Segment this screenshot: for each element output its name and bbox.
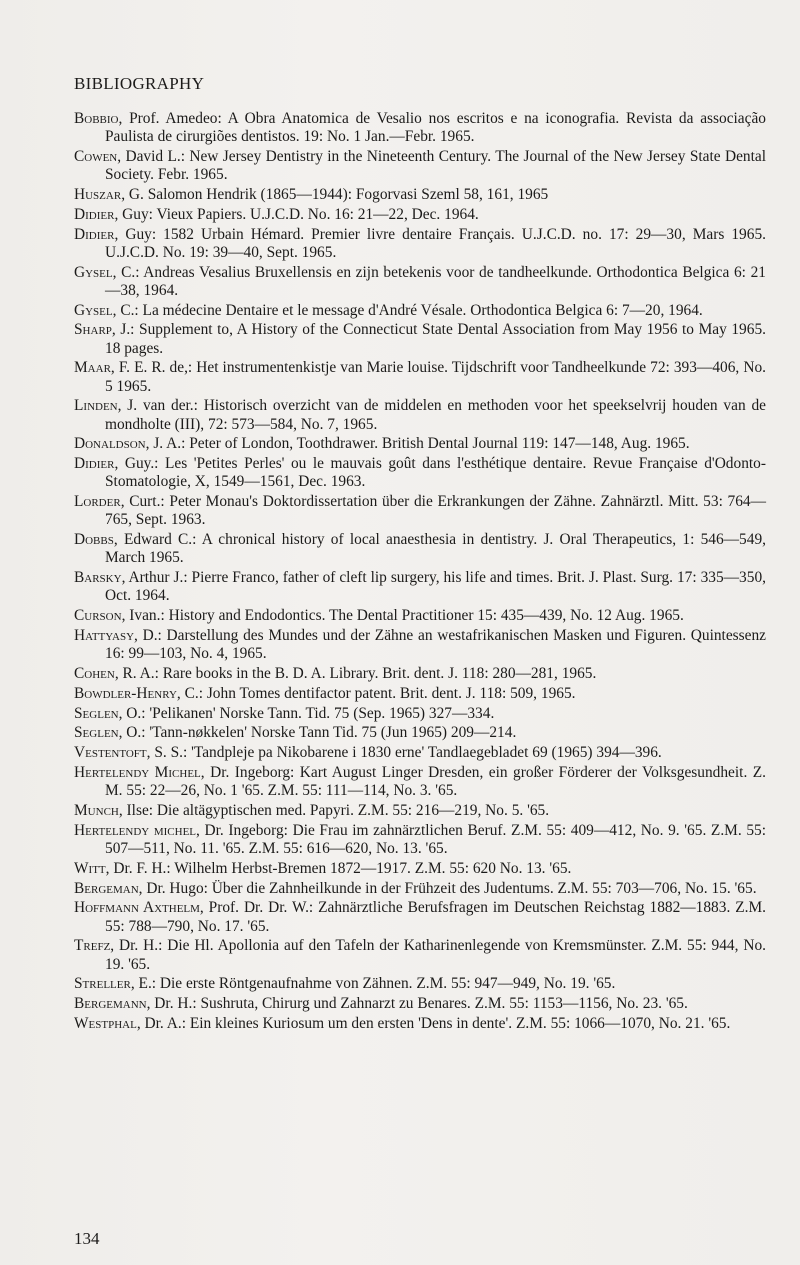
entry-text: , G. Salomon Hendrik (1865—1944): Fogorvasi Szeml 58, 161, 1965	[121, 186, 549, 203]
entry-author: Cohen	[74, 664, 115, 682]
entry-text: , Dr. Ingeborg: Kart August Linger Dresden, ein großer Förderer der Volksgesundheit. Z. M. 55: 22—26, No. 1 '65. Z.M. 55: 111—114, No. 3. '65.	[105, 763, 767, 800]
bibliography-entry	[74, 860, 766, 878]
entry-text: , Arthur J.: Pierre Franco, father of cleft lip surgery, his life and times. Brit. J. Plast. Surg. 17: 335—350, Oct. 1964.	[105, 569, 766, 605]
entry-author: Maar	[74, 359, 111, 377]
bibliography-entry	[74, 705, 766, 723]
entry-author: Hertelendy Michel	[74, 763, 201, 781]
entry-author: Lorder	[74, 493, 121, 511]
entry-author: Didier	[74, 455, 115, 473]
entry-author: Westphal	[74, 1014, 137, 1032]
bibliography-entry	[74, 359, 766, 395]
bibliography-entry	[74, 880, 766, 898]
entry-text: , O.: 'Pelikanen' Norske Tann. Tid. 75 (Sep. 1965) 327—334.	[118, 704, 495, 722]
entry-text: , Curt.: Peter Monau's Doktordissertation über die Erkrankungen der Zähne. Zahnärztl. Mitt. 53: 764—765, Sept. 1963.	[105, 493, 766, 529]
bibliography-entry	[74, 764, 766, 800]
bibliography-entry	[74, 455, 766, 491]
entry-author: Didier	[74, 225, 115, 243]
bibliography-entry	[74, 937, 766, 973]
entry-author: Hattyasy	[74, 626, 135, 644]
entry-text: , F. E. R. de,: Het instrumentenkistje van Marie louise. Tijdschrift voor Tandheelkunde 72: 393—406, No. 5 1965.	[105, 359, 766, 395]
entry-text: , S. S.: 'Tandpleje pa Nikobarene i 1830 erne' Tandlaegebladet 69 (1965) 394—396.	[146, 744, 662, 762]
entry-author: Gysel	[74, 301, 113, 319]
entry-author: Bobbio	[74, 110, 119, 127]
bibliography-entry	[74, 995, 766, 1013]
entry-text: , Dr. F. H.: Wilhelm Herbst-Bremen 1872—1917. Z.M. 55: 620 No. 13. '65.	[105, 859, 572, 877]
entry-author: Bergemann	[74, 995, 147, 1013]
entry-author: Vestentoft	[74, 744, 147, 762]
entry-text: , R. A.: Rare books in the B. D. A. Library. Brit. dent. J. 118: 280—281, 1965.	[114, 664, 597, 682]
entry-text: , David L.: New Jersey Dentistry in the Nineteenth Century. The Journal of the New Jersey State Dental Society. Febr. 1965.	[105, 148, 766, 184]
entry-text: , Ivan.: History and Endodontics. The Dental Practitioner 15: 435—439, No. 12 Aug. 1965.	[121, 607, 684, 625]
bibliography-entry	[74, 607, 766, 625]
entry-author: Bergeman	[74, 879, 139, 897]
bibliography-entry	[74, 110, 766, 146]
entry-text: , Dr. Hugo: Über die Zahnheilkunde in der Frühzeit des Judentums. Z.M. 55: 703—706, No. 15. '65.	[138, 879, 757, 897]
bibliography-entry	[74, 665, 766, 683]
bibliography-entry	[74, 627, 766, 663]
entry-author: Gysel	[74, 263, 113, 281]
bibliography-entry	[74, 186, 766, 204]
bibliography-entry	[74, 302, 766, 320]
entry-text: , Ilse: Die altägyptischen med. Papyri. Z.M. 55: 216—219, No. 5. '65.	[118, 801, 550, 819]
entry-author: Streller	[74, 975, 131, 993]
entry-author: Munch	[74, 801, 119, 819]
bibliography-entry	[74, 493, 766, 529]
bibliography-entry	[74, 531, 766, 567]
entry-text: , Guy: Vieux Papiers. U.J.C.D. No. 16: 21—22, Dec. 1964.	[114, 205, 479, 223]
bibliography-entry	[74, 397, 766, 433]
entry-author: Seglen	[74, 704, 119, 722]
entry-author: Seglen	[74, 724, 119, 742]
entry-author: Witt	[74, 859, 106, 877]
bibliography-entry	[74, 1015, 766, 1033]
entry-text: , E.: Die erste Röntgenaufnahme von Zähnen. Z.M. 55: 947—949, No. 19. '65.	[130, 975, 616, 993]
bibliography-entry	[74, 685, 766, 703]
entry-author: Didier	[74, 205, 115, 223]
bibliography-entry	[74, 744, 766, 762]
bibliography-entry	[74, 264, 766, 300]
entry-author: Cowen	[74, 148, 118, 165]
entry-text: , Prof. Amedeo: A Obra Anatomica de Vesalio nos escritos e na iconografia. Revista da associação Paulista de cirurgiões dentistos. 19: No. 1 Jan.—Febr. 1965.	[105, 110, 766, 146]
bibliography-entry	[74, 435, 766, 453]
entry-author: Huszar	[74, 186, 122, 203]
entry-text: , Prof. Dr. Dr. W.: Zahnärztliche Berufsfragen im Deutschen Reichstag 1882—1883. Z.M. 55: 788—790, No. 17. '65.	[105, 899, 766, 935]
entry-author: Hoffmann Axthelm	[74, 899, 200, 917]
entry-author: Linden	[74, 397, 118, 415]
entry-text: , D.: Darstellung des Mundes und der Zähne an westafrikanischen Masken und Figuren. Quintessenz 16: 99—103, No. 4, 1965.	[105, 626, 766, 663]
page-heading: BIBLIOGRAPHY	[74, 74, 205, 93]
entry-text: , Dr. H.: Sushruta, Chirurg und Zahnarzt zu Benares. Z.M. 55: 1153—1156, No. 23. '65.	[146, 995, 688, 1013]
entry-text: , Guy.: Les 'Petites Perles' ou le mauvais goût dans l'esthétique dentaire. Revue Française d'Odonto-Stomatologie, X, 1549—1561, Dec. 1963.	[105, 455, 766, 491]
bibliography-entry	[74, 802, 766, 820]
entry-author: Donaldson	[74, 435, 146, 453]
entry-text: , Dr. A.: Ein kleines Kuriosum um den ersten 'Dens in dente'. Z.M. 55: 1066—1070, No. 21. '65.	[136, 1014, 731, 1032]
entry-author: Bowdler-Henry	[74, 684, 177, 702]
entry-author: Dobbs	[74, 531, 114, 549]
entry-text: , J.: Supplement to, A History of the Connecticut State Dental Association from May 1956 to May 1965. 18 pages.	[105, 321, 766, 357]
entry-author: Barsky	[74, 569, 122, 587]
entry-author: Sharp	[74, 321, 112, 339]
bibliography-entry	[74, 569, 766, 605]
bibliography-entry	[74, 321, 766, 357]
bibliography-entry	[74, 822, 766, 858]
entry-author: Curson	[74, 607, 122, 625]
bibliography-entry	[74, 899, 766, 935]
bibliography-entry	[74, 975, 766, 993]
entry-text: , C.: Andreas Vesalius Bruxellensis en zijn betekenis voor de tandheelkunde. Orthodontica Belgica 6: 21—38, 1964.	[105, 263, 766, 299]
entry-text: , C.: La médecine Dentaire et le message d'André Vésale. Orthodontica Belgica 6: 7—20, 1964.	[112, 301, 703, 319]
entry-text: , C.: John Tomes dentifactor patent. Brit. dent. J. 118: 509, 1965.	[176, 684, 576, 702]
bibliography-entry	[74, 226, 766, 262]
entry-text: , J. van der.: Historisch overzicht van de middelen en methoden voor het speekselvrij houden van de mondholte (III), 72: 573—584, No. 7, 1965.	[105, 397, 766, 433]
entry-text: , J. A.: Peter of London, Toothdrawer. British Dental Journal 119: 147—148, Aug. 1965.	[145, 435, 690, 453]
page-number: 134	[74, 1229, 100, 1248]
bibliography-entry	[74, 206, 766, 224]
bibliography-entry	[74, 148, 766, 184]
entry-text: , Dr. H.: Die Hl. Apollonia auf den Tafeln der Katharinenlegende von Kremsmünster. Z.M. 55: 944, No. 19. '65.	[105, 937, 766, 973]
entry-text: , Dr. Ingeborg: Die Frau im zahnärztlichen Beruf. Z.M. 55: 409—412, No. 9. '65. Z.M. 55: 507—511, No. 11. '65. Z.M. 55: 616—620, No. 13. '65.	[105, 821, 767, 857]
bibliography-entry	[74, 724, 766, 742]
entry-text: , O.: 'Tann-nøkkelen' Norske Tann Tid. 75 (Jun 1965) 209—214.	[118, 724, 517, 742]
entry-text: , Edward C.: A chronical history of local anaesthesia in dentistry. J. Oral Therapeutics, 1: 546—549, March 1965.	[105, 531, 766, 567]
entry-author: Trefz	[74, 937, 111, 955]
entry-text: , Guy: 1582 Urbain Hémard. Premier livre dentaire Français. U.J.C.D. no. 17: 29—30, Mars 1965. U.J.C.D. No. 19: 39—40, Sept. 1965.	[105, 225, 766, 261]
entry-author: Hertelendy michel	[74, 821, 197, 839]
bibliography-list	[74, 110, 766, 1035]
